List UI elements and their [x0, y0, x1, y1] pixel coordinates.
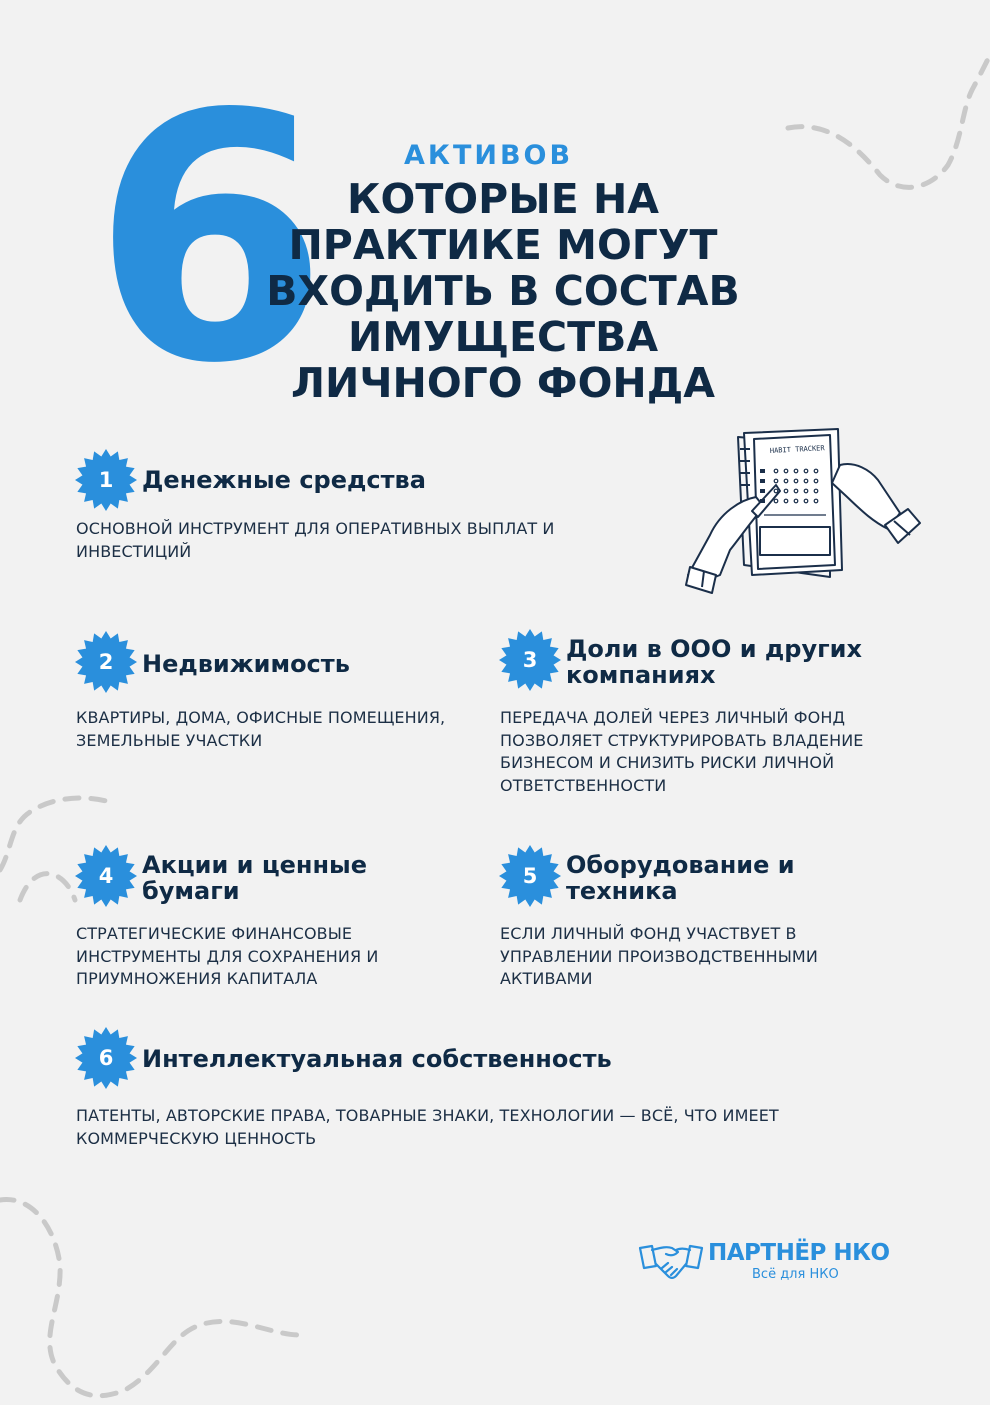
item-title: Доли в ООО и других компаниях — [566, 635, 862, 689]
item-description: ЕСЛИ ЛИЧНЫЙ ФОНД УЧАСТВУЕТ В УПРАВЛЕНИИ ПРОИЗВОДСТВЕННЫМИ АКТИВАМИ — [500, 924, 818, 988]
number-badge — [74, 630, 138, 694]
logo-name: ПАРТНЁР НКО — [708, 1240, 890, 1266]
item-title: Интеллектуальная собственность — [142, 1045, 612, 1073]
badge-number: 4 — [98, 864, 114, 888]
item-description: ОСНОВНОЙ ИНСТРУМЕНТ ДЛЯ ОПЕРАТИВНЫХ ВЫПЛАТ И ИНВЕСТИЦИЙ — [76, 519, 555, 561]
brand-logo — [638, 1236, 898, 1286]
hero-subtitle: АКТИВОВ — [404, 140, 574, 171]
asset-item-1 — [74, 448, 634, 568]
item-title: Акции и ценные бумаги — [142, 851, 368, 905]
page-title: КОТОРЫЕ НА ПРАКТИКЕ МОГУТ ВХОДИТЬ В СОСТАВ ИМУЩЕСТВА ЛИЧНОГО ФОНДА — [266, 175, 740, 407]
badge-number: 1 — [98, 468, 114, 492]
item-description: КВАРТИРЫ, ДОМА, ОФИСНЫЕ ПОМЕЩЕНИЯ, ЗЕМЕЛЬНЫЕ УЧАСТКИ — [76, 708, 446, 750]
number-badge — [74, 448, 138, 512]
habit-tracker-label: HABIT TRACKER — [769, 444, 825, 455]
handshake-icon — [638, 1238, 704, 1282]
badge-number: 3 — [522, 648, 538, 672]
dashed-curve-bottom-left — [0, 1185, 330, 1405]
number-badge — [498, 844, 562, 908]
habit-tracker-illustration — [680, 425, 930, 600]
item-description: ПЕРЕДАЧА ДОЛЕЙ ЧЕРЕЗ ЛИЧНЫЙ ФОНД ПОЗВОЛЯЕТ СТРУКТУРИРОВАТЬ ВЛАДЕНИЕ БИЗНЕСОМ И СНИЗИТЬ РИСКИ ЛИЧНОЙ ОТВЕТСТВЕННОСТИ — [500, 708, 864, 795]
asset-item-6 — [74, 1026, 934, 1156]
asset-item-5 — [498, 844, 928, 994]
badge-number: 6 — [98, 1046, 114, 1070]
number-badge — [74, 1026, 138, 1090]
item-description: СТРАТЕГИЧЕСКИЕ ФИНАНСОВЫЕ ИНСТРУМЕНТЫ ДЛЯ СОХРАНЕНИЯ И ПРИУМНОЖЕНИЯ КАПИТАЛА — [76, 924, 379, 988]
item-description: ПАТЕНТЫ, АВТОРСКИЕ ПРАВА, ТОВАРНЫЕ ЗНАКИ, ТЕХНОЛОГИИ — ВСЁ, ЧТО ИМЕЕТ КОММЕРЧЕСКУЮ ЦЕННОСТЬ — [76, 1106, 779, 1148]
asset-item-3 — [498, 628, 928, 808]
item-title: Оборудование и техника — [566, 851, 795, 905]
item-title: Денежные средства — [142, 466, 426, 494]
number-badge — [498, 628, 562, 692]
badge-number: 2 — [98, 650, 114, 674]
badge-number: 5 — [522, 864, 538, 888]
item-title: Недвижимость — [142, 650, 350, 678]
logo-tagline: Всё для НКО — [752, 1267, 839, 1282]
number-badge — [74, 844, 138, 908]
asset-item-4 — [74, 844, 484, 994]
asset-item-2 — [74, 630, 484, 760]
hero-number: 6 — [92, 42, 329, 438]
